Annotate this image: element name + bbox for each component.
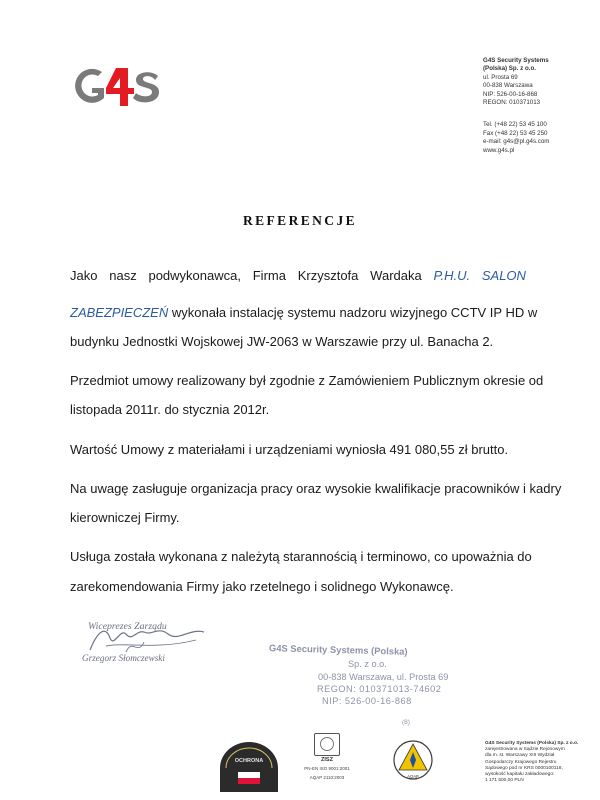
company-name: G4S Security Systems	[483, 57, 549, 64]
p2-line2: listopada 2011r. do stycznia 2012r.	[70, 402, 270, 417]
iso-label: ZISZ	[321, 757, 333, 763]
company-nip: NIP: 526-00-16-868	[483, 90, 538, 98]
p3: Wartość Umowy z materiałami i urządzeniami wyniosła 491 080,55 zł brutto.	[70, 442, 509, 457]
iso-cert-2: AQAP 2110:2003	[309, 774, 345, 780]
firm-name-part: SALON	[481, 268, 526, 283]
company-email: e-mail: g4s@pl.g4s.com	[483, 138, 550, 146]
company-city: 00-838 Warszawa	[483, 82, 533, 90]
p1-line2	[70, 305, 537, 320]
p1-line2-text: wykonała instalację systemu nadzoru wizyjnego CCTV IP HD w	[171, 305, 538, 320]
word: podwykonawca,	[148, 268, 241, 283]
word: nasz	[109, 268, 137, 283]
iso-badge	[304, 733, 350, 780]
word: Jako	[70, 268, 98, 283]
footer-registration-info	[485, 741, 597, 784]
p5-line1: Usługa została wykonana z należytą starannością i terminowo, co upoważnia do	[70, 549, 532, 564]
p2-line1: Przedmiot umowy realizowany był zgodnie z Zamówieniem Publicznym okresie od	[70, 373, 544, 388]
company-website: www.g4s.pl	[483, 146, 515, 154]
page-title: REFERENCJE	[242, 213, 357, 228]
stamp-nip: NIP: 526-00-16-868	[322, 696, 412, 706]
p5-line2: zarekomendowania Firmy jako rzetelnego i solidnego Wykonawcę.	[70, 579, 454, 594]
iso-cert-1: PN-EN ISO 9001:2001	[304, 766, 350, 771]
ochrona-text: OCHRONA	[234, 758, 264, 764]
word: Krzysztofa	[297, 268, 359, 283]
footer-line: Sądowego pod nr KRS 0000100118,	[485, 765, 563, 771]
iso-certificate-icon	[314, 733, 340, 756]
stamp-extra: (8)	[402, 719, 410, 726]
stamp-legal-form: Sp. z o.o.	[348, 659, 387, 669]
p4-line1: Na uwagę zasługuje organizacja pracy oraz wysokie kwalifikacje pracowników i kadry	[70, 481, 562, 496]
company-street: ul. Prosta 69	[483, 73, 518, 81]
signature-name: Grzegorz Słomczewski	[82, 653, 165, 663]
g4s-logo	[72, 62, 162, 112]
p4-line2: kierowniczej Firmy.	[70, 510, 180, 525]
footer-line: zarejestrowana w Sądzie Rejonowym	[485, 747, 565, 753]
footer-line: 1 171 500,00 PLN	[485, 778, 524, 784]
footer-company: G4S Security Systems (Polska) Sp. z o.o.	[485, 741, 579, 746]
p1-line3: budynku Jednostki Wojskowej JW-2063 w Warszawie przy ul. Banacha 2.	[70, 334, 494, 349]
company-legal-form: (Polska) Sp. z o.o.	[483, 65, 536, 73]
company-tel: Tel. (+48 22) 53 45 100	[483, 121, 547, 129]
company-info	[483, 57, 595, 155]
nato-text: AQAP	[407, 774, 419, 779]
footer-line: dla m. st. Warszawy XIII Wydział	[485, 753, 555, 759]
company-regon: REGON: 010371013	[483, 99, 541, 107]
footer-line: Gospodarczy Krajowego Rejestru	[485, 759, 557, 765]
firm-name-part: ZABEZPIECZEŃ	[70, 305, 169, 320]
word: Wardaka	[370, 268, 422, 283]
p1-line1	[70, 268, 526, 283]
stamp-regon: REGON: 010371013-74602	[317, 684, 442, 694]
footer-line: wysokość kapitału zakładowego:	[485, 772, 555, 778]
company-fax: Fax (+48 22) 53 45 250	[483, 129, 548, 137]
stamp-address: 00-838 Warszawa, ul. Prosta 69	[318, 672, 449, 682]
nato-badge	[392, 738, 434, 787]
word: Firma	[252, 268, 286, 283]
signature-role: Wiceprezes Zarządu	[88, 621, 167, 632]
ochrona-badge	[218, 742, 280, 797]
firm-name-part: P.H.U.	[433, 268, 471, 283]
stamp-company: G4S Security Systems (Polska)	[268, 642, 408, 657]
